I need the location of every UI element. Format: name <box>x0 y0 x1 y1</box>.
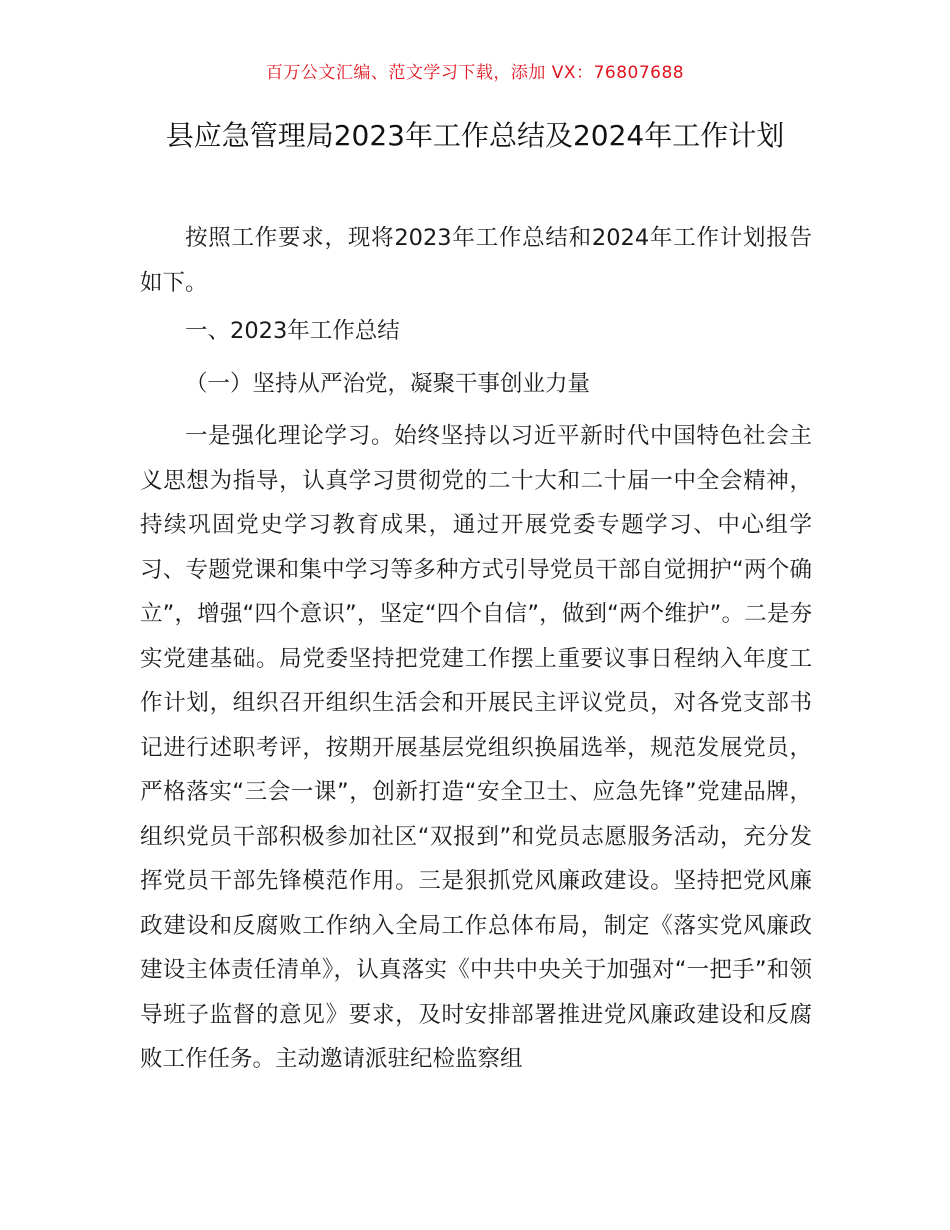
subsection-heading: （一）坚持从严治党，凝聚干事创业力量 <box>185 371 591 397</box>
document-title: 县应急管理局2023年工作总结及2024年工作计划 <box>165 119 785 152</box>
body-paragraph: 一是强化理论学习。始终坚持以习近平新时代中国特色社会主义思想为指导，认真学习贯彻党的二十大和二十届一中全会精神，持续巩固党史学习教育成果，通过开展党委专题学习、中心组学习、专题党课和集中学习等多种方式引导党员干部自觉拥护“两个确立”，增强“四个意识”，坚定“四个自信”，做到“两个维护”。二是夯实党建基础。局党委坚持把党建工作摆上重要议事日程纳入年度工作计划，组织召开组织生活会和开展民主评议党员，对各党支部书记进行述职考评，按期开展基层党组织换届选举，规范发展党员，严格落实“三会一课”，创新打造“安全卫士、应急先锋”党建品牌，组织党员干部积极参加社区“双报到”和党员志愿服务活动，充分发挥党员干部先锋模范作用。三是狠抓党风廉政建设。坚持把党风廉政建设和反腐败工作纳入全局工作总体布局，制定《落实党风廉政建设主体责任清单》，认真落实《中共中央关于加强对“一把手”和领导班子监督的意见》要求，及时安排部署推进党风廉政建设和反腐败工作任务。主动邀请派驻纪检监察组 <box>140 423 812 1072</box>
intro-paragraph: 按照工作要求，现将2023年工作总结和2024年工作计划报告如下。 <box>140 225 812 296</box>
watermark-header: 百万公文汇编、范文学习下载，添加 VX：76807688 <box>265 63 685 83</box>
section-heading: 一、2023年工作总结 <box>185 318 400 344</box>
